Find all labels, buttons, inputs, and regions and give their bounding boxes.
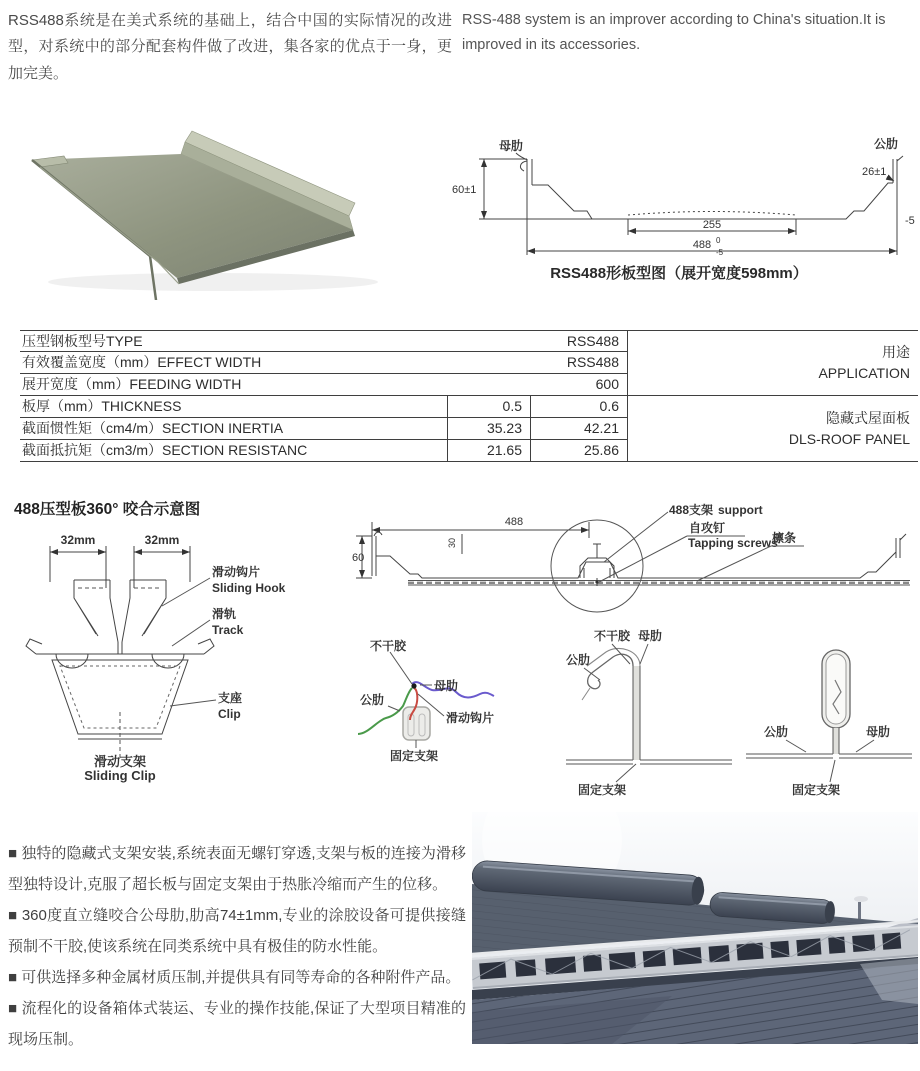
adhesive-label: 不干胶 (370, 639, 407, 653)
female-rib-label: 母肋 (434, 679, 459, 693)
chimney (858, 902, 861, 920)
panel-type-en: DLS-ROOF PANEL (788, 430, 910, 447)
dim-32-left: 32mm (60, 533, 96, 547)
seam-detail-hooked (560, 622, 742, 810)
spec-row-label: 板厚（mm）THICKNESS (20, 396, 447, 418)
male-rib-label: 公肋 (874, 137, 899, 151)
seam-section-heading: 488压型板360° 咬合示意图 (14, 501, 201, 518)
fixed-clip-label: 固定支架 (792, 783, 841, 797)
spec-row-value-06: 25.86 (530, 440, 627, 462)
base-sheet (746, 754, 912, 758)
fixed-clip-body (403, 707, 430, 740)
panel-face (32, 154, 353, 278)
screws-label-en: Tapping screws (688, 536, 778, 550)
dim-overall-label: 488 (692, 239, 712, 251)
track-plate (26, 639, 214, 654)
purlin-label: 檩条 (772, 531, 797, 545)
support-label-en: support (718, 503, 763, 517)
spec-table (20, 330, 918, 462)
spec-row-value-06: 0.6 (530, 396, 627, 418)
adhesive-dot (411, 683, 416, 688)
sliding-hook-label-en: Sliding Hook (212, 581, 286, 595)
profile-diagram (440, 132, 918, 283)
spec-row-label: 展开宽度（mm）FEEDING WIDTH (20, 374, 447, 396)
intro-paragraph-en: RSS-488 system is an improver according to China's situation.It is improved in its accessories. (462, 12, 886, 54)
fixed-clip-label: 固定支架 (578, 783, 627, 797)
sliding-hook-label: 滑动钩片 (446, 711, 495, 725)
profile-diagram-drawing (440, 132, 918, 260)
female-rib-label: 母肋 (499, 139, 524, 153)
application-cell (627, 330, 918, 396)
fixed-clip-label: 固定支架 (390, 749, 439, 763)
hook-right (122, 580, 166, 642)
clip-label-zh: 支座 (218, 691, 243, 705)
sliding-clip-label-en: Sliding Clip (84, 768, 156, 783)
feature-item: ■ 360度直立缝咬合公母肋,肋高74±1mm,专业的涂胶设备可提供接缝预制不干胶,使该系统在同类系统中具有极佳的防水性能。 (8, 907, 466, 955)
panel-shadow (48, 273, 378, 291)
hook-left (74, 580, 118, 642)
spec-row-value: RSS488 (447, 352, 627, 374)
seam-detail-colored (348, 632, 563, 804)
edge-note: -5 (905, 215, 915, 227)
spec-row-value-05: 0.5 (447, 396, 530, 418)
dim-32-right: 32mm (144, 533, 180, 547)
intro-paragraph-zh: RSS488系统是在美式系统的基础上，结合中国的实际情况的改进型，对系统中的部分配套构件做了改进，集各家的优点于一身，更加完美。 (8, 12, 452, 82)
roof-project-photo (472, 812, 918, 1044)
seam-detail-seamed (738, 620, 920, 808)
male-rib-label: 公肋 (360, 693, 385, 707)
screw-point (595, 580, 598, 583)
female-rib-label: 母肋 (638, 629, 663, 643)
male-rib-label: 公肋 (764, 725, 789, 739)
spec-row-label: 截面惯性矩（cm4/m）SECTION INERTIA (20, 418, 447, 440)
dim-30-label: 30 (447, 537, 457, 548)
panel-profile-line (532, 183, 893, 219)
spec-row-label: 有效覆盖宽度（mm）EFFECT WIDTH (20, 352, 447, 374)
profile-diagram-caption: RSS488形板型图（展开宽度598mm） (550, 265, 808, 282)
adhesive-label: 不干胶 (594, 629, 631, 643)
spec-row-label: 截面抵抗矩（cm3/m）SECTION RESISTANC (20, 440, 447, 462)
support-bracket (580, 558, 614, 578)
feature-item: ■ 可供选择多种金属材质压制,并提供具有同等寿命的各种附件产品。 (8, 969, 461, 986)
sliding-clip-label-zh: 滑动支架 (93, 754, 147, 769)
spec-row-value-05: 35.23 (447, 418, 530, 440)
panel-type-zh: 隐藏式屋面板 (826, 409, 910, 426)
dim-rib-height-label: 26±1 (862, 166, 887, 178)
sliding-hook-label-zh: 滑动钩片 (212, 565, 261, 579)
female-rib-label: 母肋 (866, 725, 891, 739)
spec-row-value: RSS488 (447, 330, 627, 352)
spec-row-value-05: 21.65 (447, 440, 530, 462)
dim-pan-label: 255 (702, 219, 722, 231)
dim-overall-sub: -5 (716, 248, 724, 257)
application-zh: 用途 (882, 344, 910, 360)
male-rib-label: 公肋 (566, 653, 591, 667)
dim-overall-sup: 0 (716, 236, 721, 245)
base-sheet (566, 760, 732, 764)
spec-row-label: 压型钢板型号TYPE (20, 330, 447, 352)
sliding-clip-diagram (12, 528, 297, 783)
feature-list (8, 838, 466, 1055)
dim-60-label: 60 (352, 552, 365, 564)
spec-row-value: 600 (447, 374, 627, 396)
feature-item: ■ 独特的隐藏式支架安装,系统表面无螺钉穿透,支架与板的连接为滑移型独特设计,克服了超长板与固定支架由于热胀冷缩而产生的位移。 (8, 845, 466, 893)
track-label-en: Track (212, 623, 244, 637)
dim-488-label: 488 (504, 516, 524, 528)
spec-row-value-06: 42.21 (530, 418, 627, 440)
track-label-zh: 滑轨 (212, 607, 237, 621)
support-label-zh: 488支架 (669, 503, 714, 517)
screws-label-zh: 自攻钉 (689, 521, 726, 535)
panel-product-photo (18, 130, 403, 300)
panel-type-cell (627, 396, 918, 462)
dim-height-label: 60±1 (452, 184, 477, 196)
clip-label-en: Clip (218, 707, 241, 721)
feature-item: ■ 流程化的设备箱体式装运、专业的操作技能,保证了大型项目精准的现场压制。 (8, 1000, 466, 1048)
application-en: APPLICATION (818, 365, 910, 381)
